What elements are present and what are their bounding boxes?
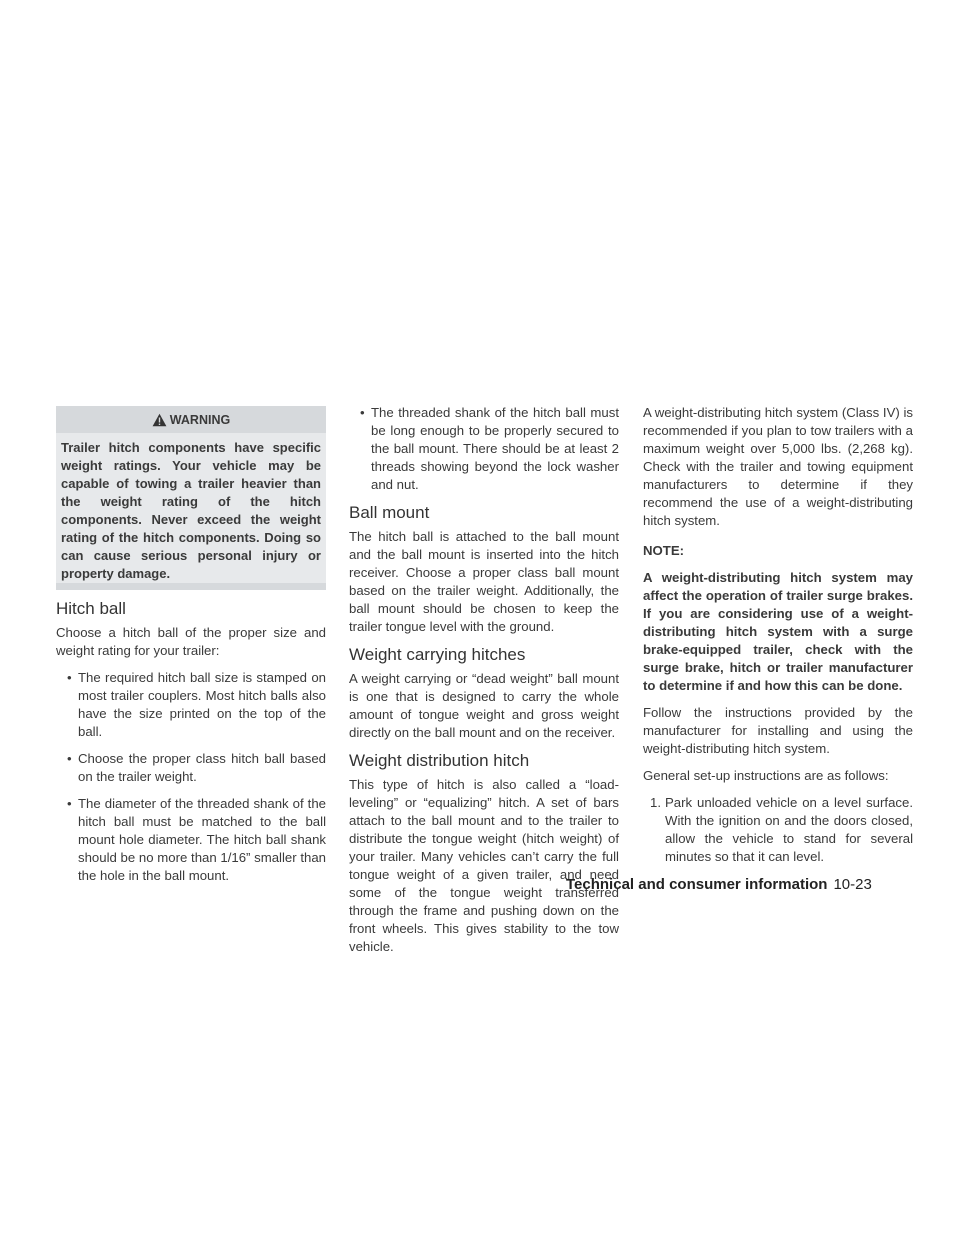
step-number: 1. (650, 795, 661, 810)
hitch-ball-list-continued (349, 404, 619, 494)
warning-box (56, 406, 326, 590)
weight-carrying-heading: Weight carrying hitches (349, 645, 526, 664)
warning-text: Trailer hitch components have specific weight ratings. Your vehicle may be capable of towing a trailer heavier than the weight rating of the hitch components. Never exceed the weight rating of the hitch components. Doing so can cause serious personal injury or property damage. (61, 440, 321, 581)
hitch-ball-intro: Choose a hitch ball of the proper size and weight rating for your trailer: (56, 625, 326, 658)
weight-distribution-heading: Weight distribution hitch (349, 751, 530, 770)
page-number: 10-23 (833, 876, 872, 893)
setup-steps (643, 794, 913, 866)
weight-carrying-text: A weight carrying or “dead weight” ball mount is one that is designed to carry the whole amount of tongue weight and gross weight directly on the ball mount and on the receiver. (349, 671, 619, 740)
hitch-ball-heading: Hitch ball (56, 599, 126, 618)
hitch-ball-list (56, 669, 326, 885)
warning-title: WARNING (169, 413, 231, 427)
warning-body (56, 433, 326, 583)
ball-mount-heading: Ball mount (349, 503, 430, 522)
page-footer (566, 876, 920, 893)
weight-distribution-class-text: A weight-distributing hitch system (Class IV) is recommended if you plan to tow trailers with a maximum weight over 5,000 lbs. (2,268 kg). Check with the trailer and towing equipment manufacturers to determine if they recommend the use of a weight-distributing hitch system. (643, 405, 913, 528)
ball-mount-text: The hitch ball is attached to the ball mount and the ball mount is inserted into the hitch receiver. Choose a proper class ball mount based on the trailer weight. Additionally, the ball mount should be chosen to keep the trailer tongue level with the ground. (349, 529, 619, 634)
follow-instructions-text: Follow the instructions provided by the manufacturer for installing and using the weight-distributing hitch system. (643, 705, 913, 756)
list-item: • The threaded shank of the hitch ball must be long enough to be properly secured to the ball mount. There should be at least 2 threads showing beyond the lock washer and nut. (349, 404, 619, 494)
list-item: • The required hitch ball size is stamped on most trailer couplers. Most hitch balls also have the size printed on the top of the ball. (56, 669, 326, 741)
list-item: • Choose the proper class hitch ball based on the trailer weight. (56, 750, 326, 786)
note-text: A weight-distributing hitch system may affect the operation of trailer surge brakes. If you are considering use of a weight-distributing hitch system with a surge brake-equipped trailer, check with the surge brake, hitch or trailer manufacturer to determine if and how this can be done. (643, 570, 913, 693)
list-item: • The diameter of the threaded shank of the hitch ball must be matched to the ball mount hole diameter. The hitch ball shank should be no more than 1/16” smaller than the hole in the ball mount. (56, 795, 326, 885)
step-text: Park unloaded vehicle on a level surface. With the ignition on and the doors closed, allow the vehicle to stand for several minutes so that it can level. (665, 795, 913, 864)
setup-intro: General set-up instructions are as follows: (643, 768, 889, 783)
warning-heading (61, 406, 321, 433)
warning-triangle-icon (152, 413, 167, 427)
footer-section-title: Technical and consumer information (566, 876, 828, 893)
note-label: NOTE: (643, 543, 685, 558)
column-3 (643, 404, 913, 866)
weight-distribution-text: This type of hitch is also called a “load-leveling” or “equalizing” hitch. A set of bars attach to the ball mount and to the trailer to distribute the tongue weight (hitch weight) of your trailer. Many vehicles can’t carry the full tongue weight of a given trailer, and need some of the tongue weight transferred through the frame and pushing down on the front wheels. This gives stability to the tow vehicle. (349, 777, 619, 954)
step-item (643, 794, 913, 866)
column-1 (56, 404, 326, 894)
